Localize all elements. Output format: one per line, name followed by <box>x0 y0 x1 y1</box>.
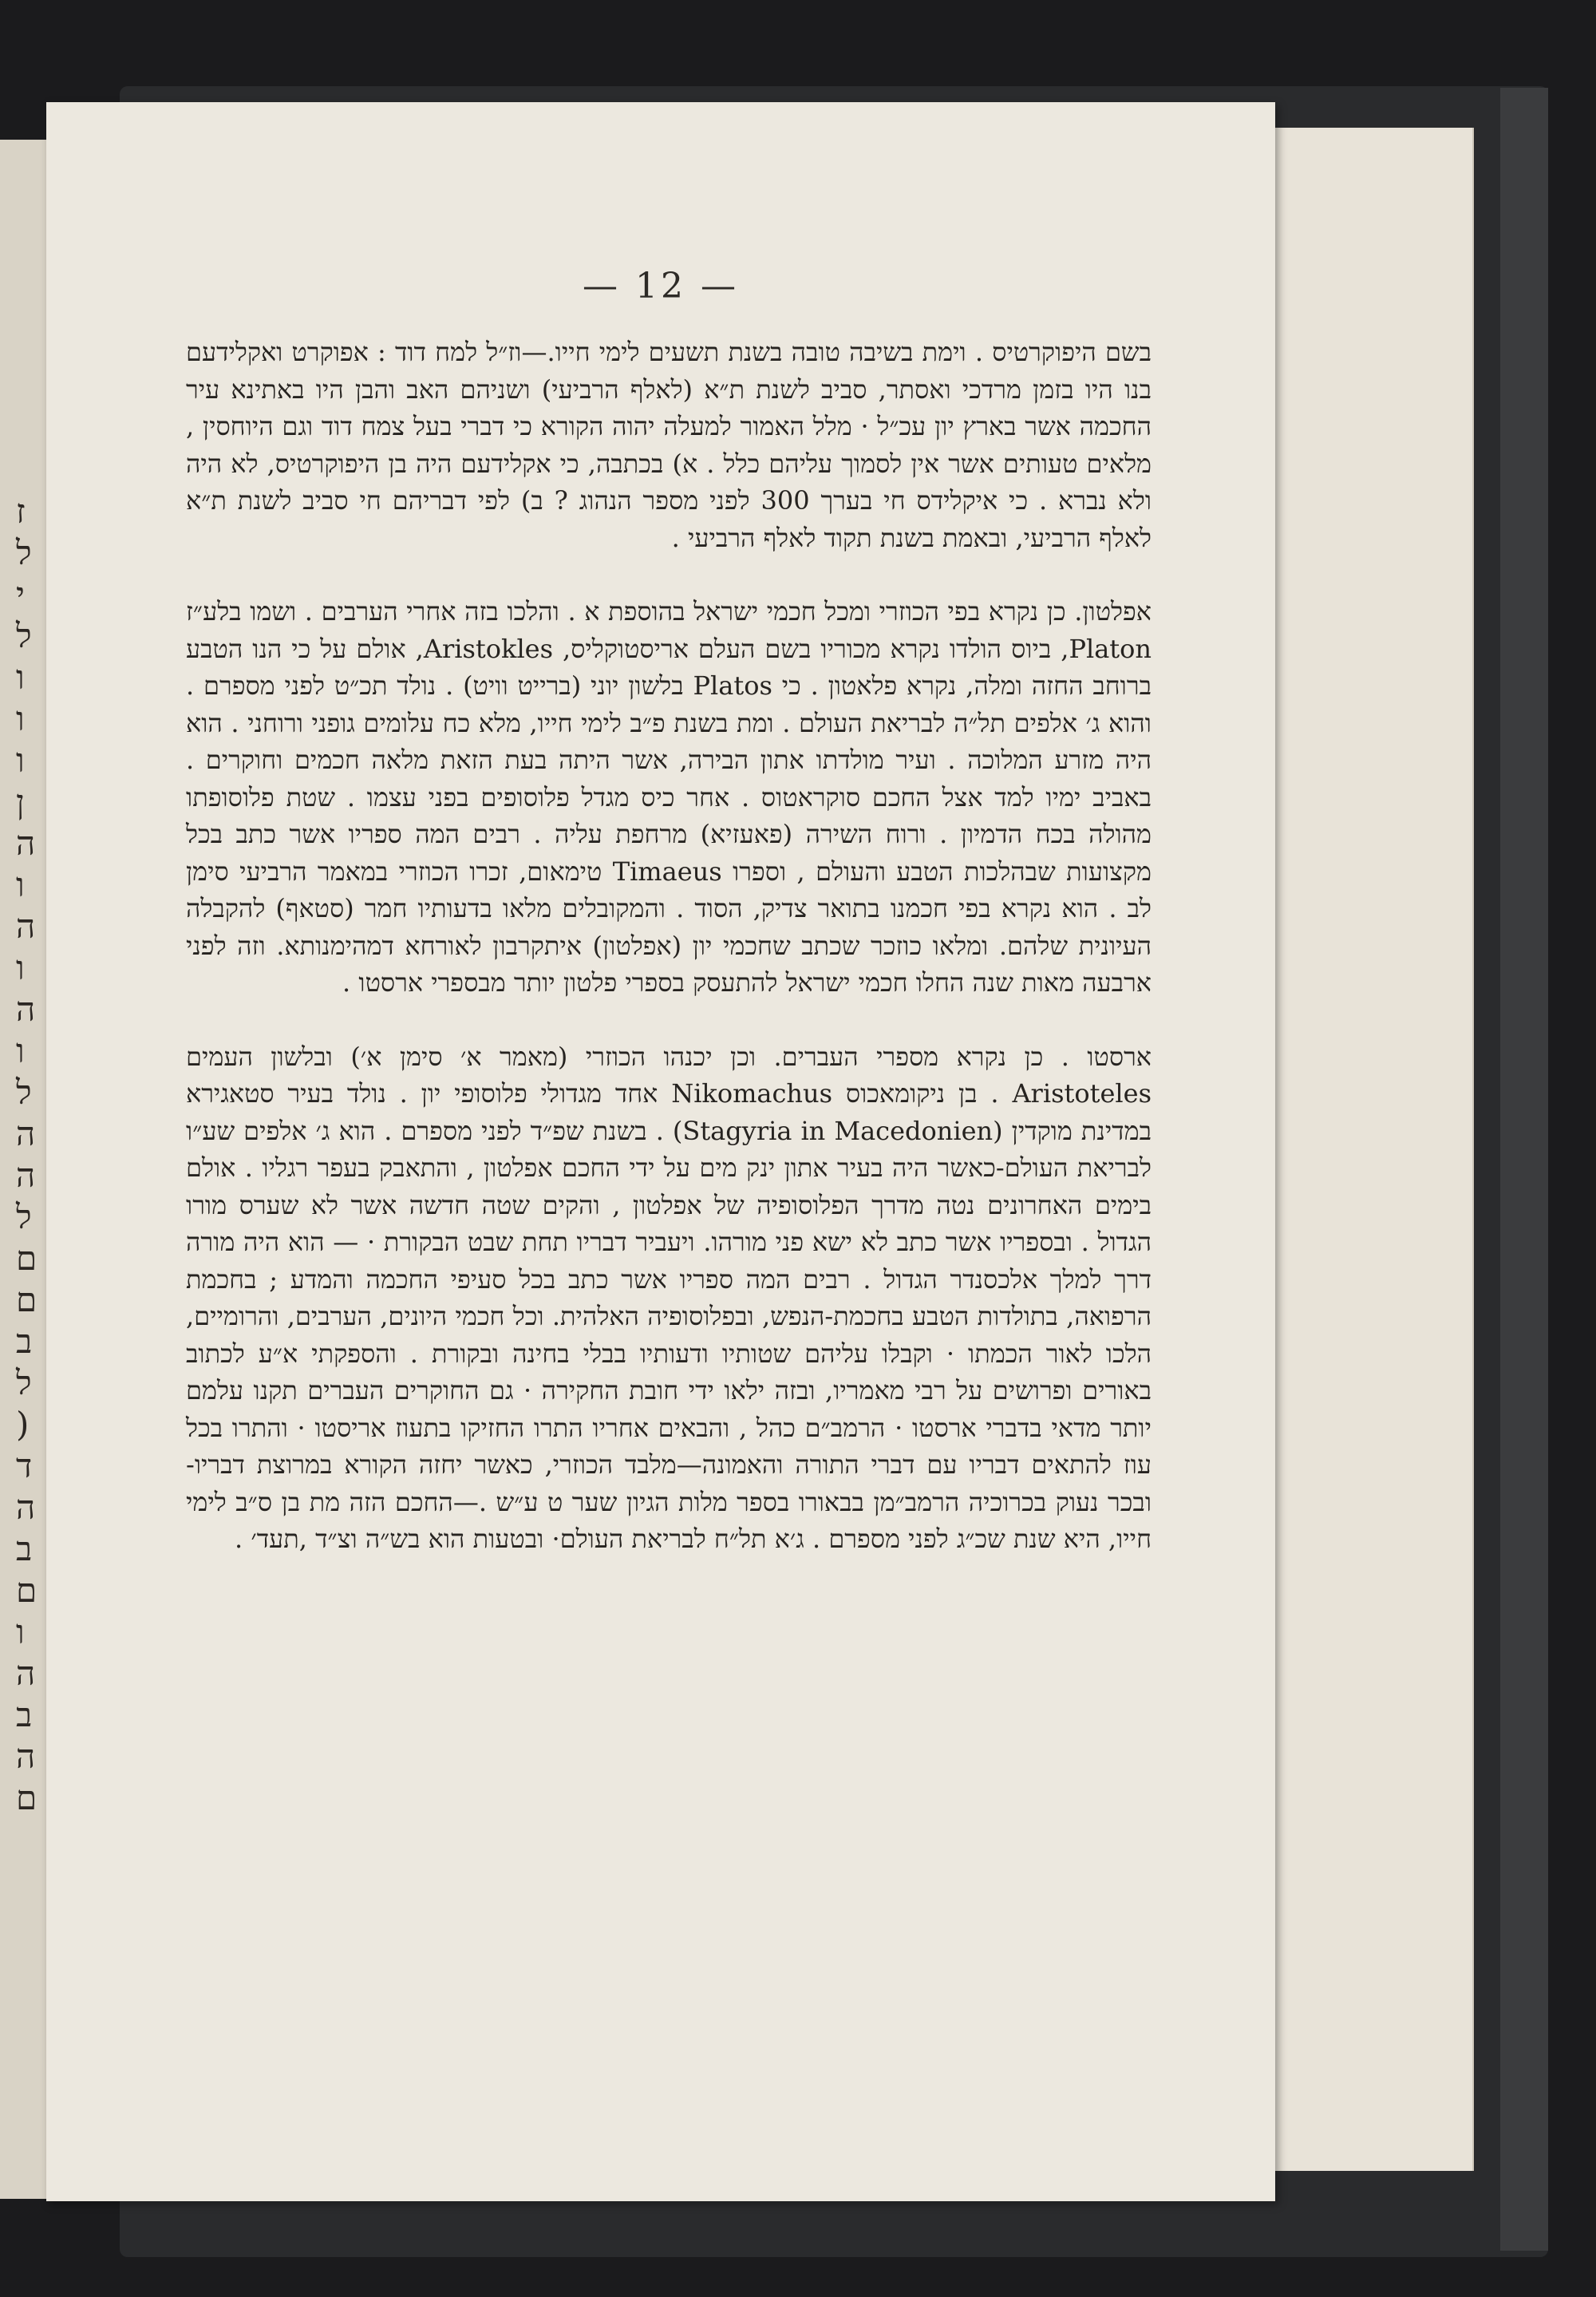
left-page-fragment: ה <box>16 1114 36 1153</box>
left-page-fragment: ה <box>16 990 36 1029</box>
left-page-fragment: ו <box>16 1612 25 1651</box>
left-page-fragment: ן <box>16 782 25 821</box>
book-cover-edge <box>1500 88 1548 2251</box>
left-page-fragment: ו <box>16 699 25 738</box>
page-text <box>186 334 1152 1595</box>
left-page-fragment: ל <box>16 1197 32 1236</box>
left-page-fragment: י <box>16 575 26 614</box>
left-page-fragment: ) <box>16 1405 30 1444</box>
left-page-fragment: ל <box>16 533 32 572</box>
left-page-fragment: ם <box>16 1571 38 1610</box>
left-page-fragment: ד <box>16 1446 33 1485</box>
left-page-fragment: ה <box>16 824 36 863</box>
left-page-fragment: ז <box>16 492 26 531</box>
left-page-fragment: ב <box>16 1322 33 1361</box>
paragraph-aristotle: ארסטו . כן נקרא מספרי העברים. וכן יכנהו הכוזרי (מאמר א׳ סימן א׳) ובלשון העמים Aristoteles . בן ניקומאכוס Nikomachus אחד מגדולי פלוסופי יון . נולד בעיר סטאגירא במדינת מוקדין (Stagyria in Macedonien) . בשנת שפ״ד לפני מספרם . הוא ג׳ אלפים שע״ו לבריאת העולם-כאשר היה בעיר אתון ינק מים על ידי החכם אפלטון , והתאבק בעפר רגליו . אולם בימים האחרונים נטה מדרך הפלוסופיה של אפלטון , והקים שטה חדשה אשר לא שערס מורו הגדול . ובספריו אשר כתב לא ישא פני מורהו. ויעביר דבריו תחת שבט הבקורת · — הוא היה מורה דרך למלך אלכסנדר הגדול . רבים המה ספריו אשר כתב בכל סעיפי החכמה והמדע ; בחכמת הרפואה, בתולדות הטבע בחכמת-הנפש, ובפלוסופיה האלהית. וכל חכמי היונים, הערבים, והרומיים, הלכו לאור הכמתו · וקבלו עליהם שטותיו ודעותיו בבלי בחינה ובקורת . והספקתי א״ע לכתוב באורים ופרושים על רבי מאמריו, ובזה ילאו ידי חובת החקירה · גם החוקרים העברים תקנו עלמם יותר מדאי בדברי ארסטו · הרמב״ם כהל , והבאים אחריו התרו החזיקו בתעוז אריסטו · והתרו בכל עוז להתאים דבריו עם דברי התורה והאמונה—מלבד הכוזרי, כאשר יחזה הקורא במרוצת דבריו- ובכר נעוק בכרוכיה הרמב״מן בבאורו בספר מלות הגיון שער ט ע״ש .—החכם הזה מת בן ס״ב לימי חייו, היא שנת שכ״ג לפני מספרם . ג׳א תל״ח לבריאת העולם· ובטעות הוא בש״ה וצ״ד ,תעד׳ . <box>186 1041 1152 1554</box>
paragraph-plato: אפלטון. כן נקרא בפי הכוזרי ומכל חכמי ישראל בהוספת א . והלכו בזה אחרי הערבים . ושמו בלע״ז Platon, ביוס הולדו נקרא מכוריו בשם העלם אריסטוקליס, Aristokles, אולם על כי הנו הטבע ברוחב החזה ומלה, נקרא פלאטון . כי Platos בלשון יוני (ברייט וויט) . נולד תכ״ט לפני מספרם . והוא ג׳ אלפים תל״ה לבריאת העולם . ומת בשנת פ״ב לימי חייו, מלא כח עלומים גופני ורוחני . הוא היה מזרע המלוכה . ועיר מולדתו אתון הבירה, אשר היתה בעת הזאת מלאה חכמים וחוקרים . באביב ימיו למד אצל החכם סוקראטוס . אחר כיס מגדל פלוסופים בפני עצמו . שטת פלוסופתו מהולה בכח הדמיון . ורוח השירה (פאעזיא) מרחפת עליה . רבים המה ספריו אשר כתב בכל מקצועות שבהלכות הטבע והעולם , וספרו Timaeus טימאום, זכרו הכוזרי במאמר הרביעי סימן לב . הוא נקרא בפי חכמנו בתואר צדיק, הסוד . והמקובלים מלאו בדעותיו חמר (סטאף) להקבלה העיונית שלהם. ומלאו כוזכר שכתב שחכמי יון (אפלטון) איתקרבון לאורחא דמהימנותא. וזה לפני ארבעה מאות שנה החלו חכמי ישראל להתעסק בספרי פלטון יותר מבספרי ארסטו . <box>186 596 1152 998</box>
left-page-fragment: ה <box>16 1654 36 1693</box>
left-page-fragment: ו <box>16 1031 25 1070</box>
left-page-fragment: ה <box>16 1488 36 1527</box>
page-number: — 12 — <box>583 266 739 306</box>
left-page-fragment: ב <box>16 1695 33 1734</box>
left-page-fragment: ו <box>16 948 25 987</box>
left-page-fragment: ה <box>16 907 36 946</box>
left-page-fragment: ם <box>16 1778 38 1817</box>
left-page-text-fragments <box>16 491 48 1819</box>
left-page-fragment: ו <box>16 865 25 904</box>
page-stack <box>1245 128 1474 2171</box>
left-page-fragment: ו <box>16 658 25 697</box>
paragraph-hippocrates: בשם היפוקרטיס . וימת בשיבה טובה בשנת תשעים לימי חייו.—וז״ל למח דוד : אפוקרט ואקלידעם בנו היו בזמן מרדכי ואסתר, סביב לשנת ת״א (לאלף הרביעי) ושניהם האב והבן היו באתינא עיר החכמה אשר בארץ יון עכ״ל · מלל האמור למעלה יהוה הקורא כי דברי בעל צמח דוד וגם היוחסין , מלאים טעותים אשר אין לסמוך עליהם כלל . א) בכתבה, כי אקלידעם היה בן היפוקרטיס, לא היה ולא נברא . כי איקלידס חי בערך 300 לפני מספר הנהוג ? ב) לפי דבריהם חי סביב לשנת ת״א לאלף הרביעי, ובאמת בשנת תקוד לאלף הרביעי . <box>186 337 1152 553</box>
left-page-fragment: ם <box>16 1280 38 1319</box>
left-page-fragment: ב <box>16 1529 33 1568</box>
left-page-fragment: ל <box>16 1073 32 1112</box>
book-page <box>46 102 1275 2201</box>
left-page-fragment: ל <box>16 616 32 655</box>
left-page-fragment: ה <box>16 1156 36 1195</box>
left-page-fragment: ה <box>16 1737 36 1776</box>
left-page-fragment: ל <box>16 1363 32 1402</box>
left-page-fragment: ו <box>16 741 25 780</box>
left-page-fragment: ם <box>16 1239 38 1278</box>
